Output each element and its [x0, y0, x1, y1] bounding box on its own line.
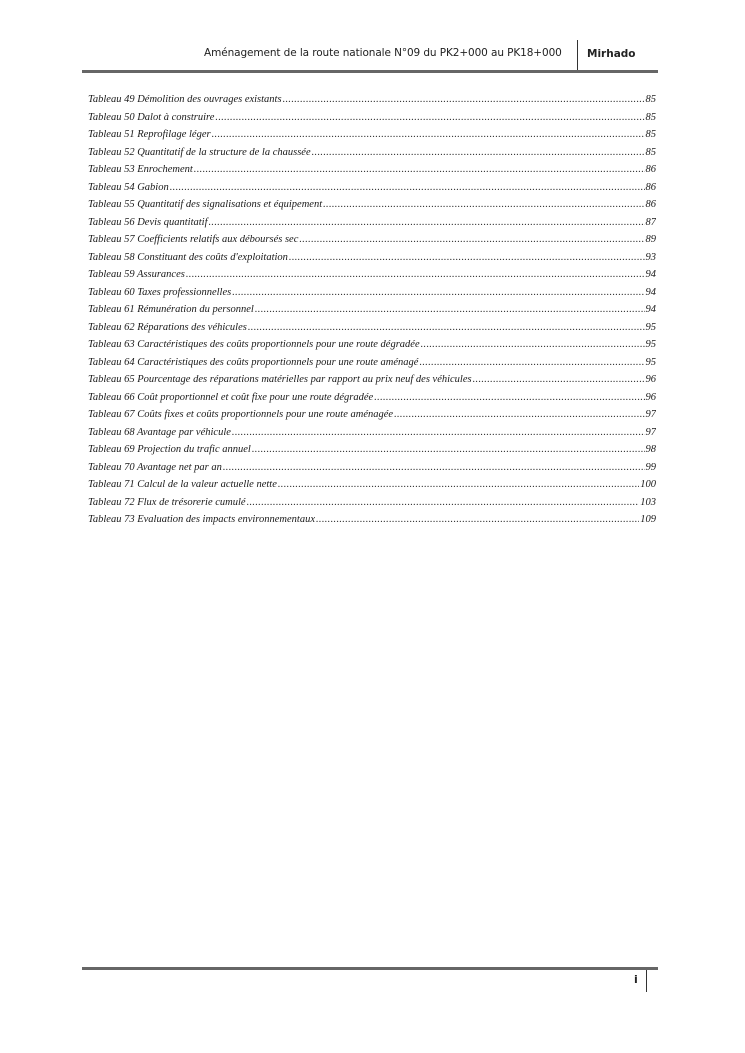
toc-leader [170, 179, 645, 197]
toc-entry-label: Tableau 57 Coefficients relatifs aux déboursés sec [88, 234, 299, 245]
toc-entry[interactable] [88, 249, 656, 267]
toc-entry-label: Tableau 61 Rémunération du personnel [88, 304, 254, 315]
toc-entry-label: Tableau 63 Caractéristiques des coûts proportionnels pour une route dégradée [88, 339, 420, 350]
toc-leader [374, 389, 644, 407]
toc-entry-label: Tableau 59 Assurances [88, 269, 185, 280]
footer-rule [82, 967, 658, 970]
toc-leader [473, 371, 645, 389]
toc-entry-page: 103 [640, 496, 656, 508]
toc-entry-label: Tableau 62 Réparations des véhicules [88, 321, 247, 333]
toc-entry[interactable] [88, 406, 656, 424]
toc-entry-page: 96 [645, 391, 656, 403]
toc-entry-page: 94 [645, 269, 656, 280]
header-separator [577, 40, 578, 70]
toc-entry[interactable] [88, 511, 656, 529]
toc-entry-label: Tableau 71 Calcul de la valeur actuelle nette [88, 479, 277, 490]
toc-entry[interactable] [88, 354, 656, 372]
toc-entry[interactable] [88, 91, 656, 109]
footer-page-number: i [634, 973, 638, 986]
toc-entry[interactable] [88, 109, 656, 127]
toc-entry-page: 86 [645, 199, 656, 210]
toc-leader [299, 231, 644, 249]
toc-entry-label: Tableau 54 Gabion [88, 181, 169, 193]
toc-entry-page: 85 [645, 94, 656, 105]
toc-entry-page: 97 [645, 426, 656, 438]
toc-leader [419, 354, 644, 372]
toc-entry-page: 93 [645, 251, 656, 263]
toc-entry-page: 98 [645, 444, 656, 455]
toc-leader [421, 336, 645, 354]
toc-entry-page: 99 [645, 461, 656, 473]
toc-leader [316, 511, 639, 529]
toc-leader [283, 91, 645, 109]
toc-leader [312, 144, 645, 162]
toc-leader [186, 266, 645, 284]
toc-entry[interactable] [88, 389, 656, 407]
toc-entry[interactable] [88, 126, 656, 144]
toc-entry-label: Tableau 50 Dalot à construire [88, 111, 215, 123]
table-of-tables [88, 91, 656, 529]
toc-entry[interactable] [88, 424, 656, 442]
toc-leader [248, 319, 645, 337]
toc-entry[interactable] [88, 284, 656, 302]
toc-leader [232, 284, 644, 302]
toc-entry[interactable] [88, 459, 656, 477]
toc-entry-label: Tableau 49 Démolition des ouvrages existants [88, 94, 282, 105]
toc-entry-label: Tableau 52 Quantitatif de la structure de la chaussée [88, 146, 311, 158]
toc-entry-page: 109 [640, 514, 656, 525]
toc-entry-label: Tableau 68 Avantage par véhicule [88, 426, 231, 438]
toc-entry-label: Tableau 64 Caractéristiques des coûts proportionnels pour une route aménagé [88, 356, 419, 368]
toc-entry-label: Tableau 72 Flux de trésorerie cumulé [88, 496, 246, 508]
toc-entry[interactable] [88, 319, 656, 337]
toc-entry[interactable] [88, 179, 656, 197]
toc-entry[interactable] [88, 371, 656, 389]
toc-entry[interactable] [88, 144, 656, 162]
toc-leader [247, 494, 640, 512]
toc-entry[interactable] [88, 476, 656, 494]
toc-entry-label: Tableau 58 Constituant des coûts d'exploitation [88, 251, 288, 263]
toc-entry-page: 95 [645, 356, 656, 368]
toc-entry-label: Tableau 60 Taxes professionnelles [88, 286, 232, 298]
header-rule [82, 70, 658, 73]
page-header [82, 40, 658, 74]
toc-leader [394, 406, 644, 424]
toc-leader [215, 109, 644, 127]
toc-leader [209, 214, 645, 232]
toc-entry[interactable] [88, 494, 656, 512]
toc-leader [252, 441, 645, 459]
toc-entry-page: 86 [645, 164, 656, 175]
toc-entry-page: 95 [645, 339, 656, 350]
toc-entry-label: Tableau 51 Reprofilage léger [88, 129, 211, 140]
toc-entry-label: Tableau 70 Avantage net par an [88, 461, 222, 473]
toc-entry[interactable] [88, 336, 656, 354]
toc-entry-page: 85 [645, 146, 656, 158]
toc-entry-label: Tableau 53 Enrochement [88, 164, 193, 175]
toc-leader [223, 459, 645, 477]
toc-entry-label: Tableau 69 Projection du trafic annuel [88, 444, 251, 455]
toc-leader [278, 476, 639, 494]
toc-entry-page: 94 [645, 304, 656, 315]
toc-entry-page: 87 [645, 216, 656, 228]
toc-leader [194, 161, 645, 179]
toc-entry[interactable] [88, 441, 656, 459]
toc-entry-label: Tableau 56 Devis quantitatif [88, 216, 208, 228]
toc-entry-label: Tableau 55 Quantitatif des signalisations et équipement [88, 199, 323, 210]
header-title: Aménagement de la route nationale N°09 du PK2+000 au PK18+000 [204, 47, 562, 59]
toc-leader [212, 126, 645, 144]
toc-entry[interactable] [88, 214, 656, 232]
header-author: Mirhado [587, 48, 636, 60]
toc-leader [323, 196, 644, 214]
toc-entry-page: 89 [645, 234, 656, 245]
footer-separator [646, 970, 647, 992]
toc-entry-label: Tableau 65 Pourcentage des réparations matérielles par rapport au prix neuf des véhicules [88, 374, 472, 385]
toc-entry[interactable] [88, 196, 656, 214]
toc-leader [232, 424, 645, 442]
toc-entry-page: 97 [645, 409, 656, 420]
toc-entry[interactable] [88, 231, 656, 249]
toc-entry-label: Tableau 73 Evaluation des impacts environnementaux [88, 514, 315, 525]
toc-entry-label: Tableau 66 Coût proportionnel et coût fixe pour une route dégradée [88, 391, 374, 403]
toc-entry-page: 96 [645, 374, 656, 385]
toc-entry-page: 95 [645, 321, 656, 333]
toc-entry[interactable] [88, 266, 656, 284]
toc-entry-page: 85 [645, 111, 656, 123]
toc-leader [289, 249, 645, 267]
toc-entry-page: 85 [645, 129, 656, 140]
toc-entry-page: 94 [645, 286, 656, 298]
toc-leader [255, 301, 645, 319]
toc-entry[interactable] [88, 301, 656, 319]
toc-entry-label: Tableau 67 Coûts fixes et coûts proportionnels pour une route aménagée [88, 409, 394, 420]
toc-entry-page: 86 [645, 181, 656, 193]
toc-entry-page: 100 [640, 479, 656, 490]
toc-entry[interactable] [88, 161, 656, 179]
